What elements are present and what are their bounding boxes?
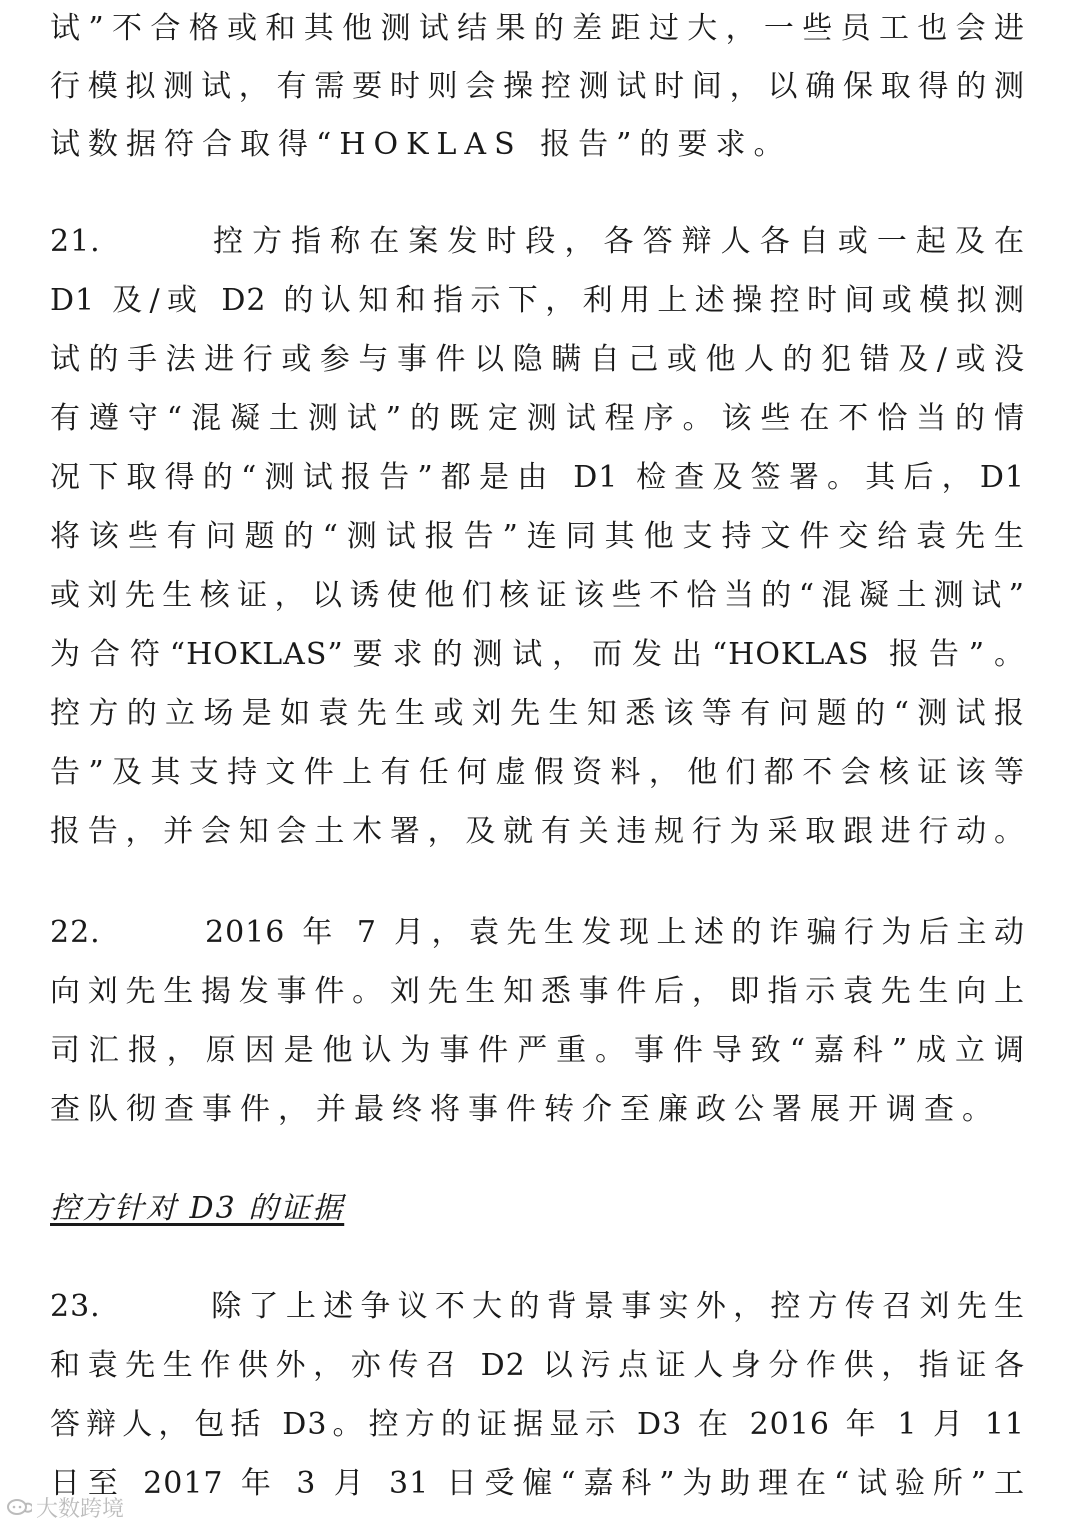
text-line: 查队彻查事件，并最终将事件转介至廉政公署展开调查。 bbox=[50, 1092, 1000, 1127]
paragraph-number: 23. bbox=[50, 1289, 101, 1324]
text-line: 向刘先生揭发事件。刘先生知悉事件后，即指示袁先生向上 bbox=[50, 974, 1025, 1009]
paragraph-number: 22. bbox=[50, 915, 101, 950]
text-line: 告”及其支持文件上有任何虚假资料，他们都不会核证该等 bbox=[50, 755, 1025, 790]
text-line: 控方指称在案发时段，各答辩人各自或一起及在 bbox=[205, 224, 1025, 259]
text-line: 司汇报，原因是他认为事件严重。事件导致“嘉科”成立调 bbox=[50, 1033, 1025, 1068]
text-line: D1 及/或 D2 的认知和指示下，利用上述操控时间或模拟测 bbox=[50, 283, 1025, 318]
text-line: 为合符“HOKLAS”要求的测试，而发出“HOKLAS 报告”。 bbox=[50, 637, 1025, 672]
watermark-text: 大数跨境 bbox=[36, 1497, 125, 1522]
watermark bbox=[6, 1492, 124, 1523]
text-line: 日至 2017 年 3 月 31 日受僱“嘉科”为助理在“试验所”工 bbox=[50, 1466, 1025, 1501]
text-line: 除了上述争议不大的背景事实外，控方传召刘先生 bbox=[205, 1289, 1025, 1324]
text-line: 将该些有问题的“测试报告”连同其他支持文件交给袁先生 bbox=[50, 519, 1025, 554]
text-line: 试的手法进行或参与事件以隐瞒自己或他人的犯错及/或没 bbox=[50, 342, 1025, 377]
text-line: 2016 年 7 月，袁先生发现上述的诈骗行为后主动 bbox=[205, 915, 1025, 950]
paragraph-21-first-line bbox=[50, 213, 1025, 271]
text-line: 或刘先生核证，以诱使他们核证该些不恰当的“混凝土测试” bbox=[50, 578, 1025, 613]
text-line: 控方的立场是如袁先生或刘先生知悉该等有问题的“测试报 bbox=[50, 696, 1025, 731]
paragraph-23-first-line bbox=[50, 1278, 1025, 1336]
text-line: 和袁先生作供外，亦传召 D2 以污点证人身分作供，指证各 bbox=[50, 1348, 1025, 1383]
paragraph-22-first-line bbox=[50, 904, 1025, 962]
section-heading: 控方针对 D3 的证据 bbox=[50, 1191, 345, 1226]
text-line: 答辩人，包括 D3。控方的证据显示 D3 在 2016 年 1 月 11 bbox=[50, 1407, 1025, 1442]
text-line: 行模拟测试，有需要时则会操控测试时间，以确保取得的测 bbox=[50, 69, 1025, 104]
chat-bubble-icon bbox=[6, 1498, 32, 1518]
text-line: 有遵守“混凝土测试”的既定测试程序。该些在不恰当的情 bbox=[50, 401, 1025, 436]
text-line: 试数据符合取得“HOKLAS 报告”的要求。 bbox=[50, 127, 792, 162]
text-line: 试”不合格或和其他测试结果的差距过大，一些员工也会进 bbox=[50, 11, 1025, 46]
text-line: 况下取得的“测试报告”都是由 D1 检查及签署。其后，D1 bbox=[50, 460, 1025, 495]
text-line: 报告，并会知会土木署，及就有关违规行为采取跟进行动。 bbox=[50, 814, 1025, 849]
paragraph-number: 21. bbox=[50, 224, 101, 259]
